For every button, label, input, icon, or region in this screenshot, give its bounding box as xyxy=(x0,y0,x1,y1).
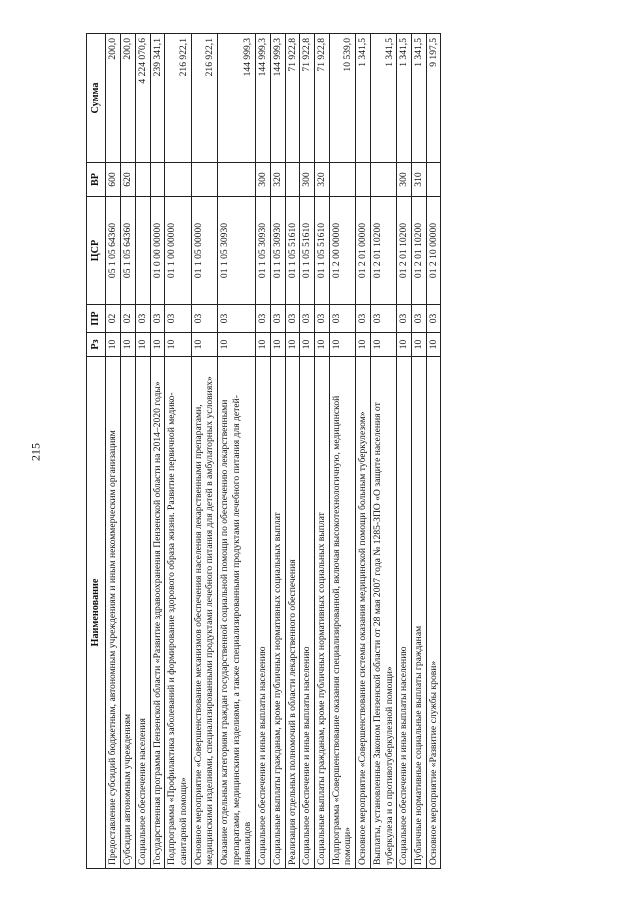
row-sum-cell: 144 999,3 xyxy=(218,34,256,163)
row-sum-cell: 71 922,8 xyxy=(300,34,315,163)
table-row xyxy=(165,34,191,869)
table-row xyxy=(370,34,396,869)
row-vr-cell: 310 xyxy=(411,163,426,197)
row-pr-cell: 03 xyxy=(411,305,426,333)
row-pr-cell: 03 xyxy=(356,305,371,333)
table-row xyxy=(314,34,329,869)
table-row xyxy=(397,34,412,869)
row-rz-cell: 10 xyxy=(135,333,150,357)
row-rz-cell: 10 xyxy=(300,333,315,357)
table-row xyxy=(256,34,271,869)
row-vr-cell xyxy=(329,163,355,197)
row-name-cell: Социальное обеспечение и иные выплаты населению xyxy=(397,357,412,869)
table-row xyxy=(300,34,315,869)
column-header-csr: ЦСР xyxy=(87,197,106,305)
row-rz-cell: 10 xyxy=(191,333,217,357)
row-pr-cell: 03 xyxy=(270,305,285,333)
row-csr-cell: 01 2 01 10200 xyxy=(397,197,412,305)
row-name-cell: Социальное обеспечение и иные выплаты населению xyxy=(256,357,271,869)
column-header-vr: ВР xyxy=(87,163,106,197)
row-csr-cell: 01 1 05 51610 xyxy=(300,197,315,305)
row-name-cell: Основное мероприятие «Совершенствование механизмов обеспечения населения лекарственными препаратами, медицинскими изделиями, специализированными продуктами лечебного питания для детей в амбулаторных условиях» xyxy=(191,357,217,869)
table-row xyxy=(135,34,150,869)
row-rz-cell: 10 xyxy=(285,333,300,357)
column-header-rz: Рз xyxy=(87,333,106,357)
row-name-cell: Социальные выплаты гражданам, кроме публичных нормативных социальных выплат xyxy=(270,357,285,869)
row-name-cell: Основное мероприятие «Развитие службы крови» xyxy=(426,357,441,869)
row-sum-cell: 200,0 xyxy=(106,34,121,163)
row-pr-cell: 03 xyxy=(314,305,329,333)
row-sum-cell: 239 341,1 xyxy=(150,34,165,163)
row-vr-cell: 620 xyxy=(121,163,136,197)
table-row xyxy=(411,34,426,869)
row-csr-cell: 05 1 05 64360 xyxy=(106,197,121,305)
row-pr-cell: 03 xyxy=(285,305,300,333)
row-name-cell: Выплаты, установленные Законом Пензенской области от 28 мая 2007 года № 1285-ЗПО «О защите населения от туберкулеза и о противотуберкулезной помощи» xyxy=(370,357,396,869)
row-sum-cell: 10 539,0 xyxy=(329,34,355,163)
row-pr-cell: 03 xyxy=(165,305,191,333)
row-pr-cell: 02 xyxy=(106,305,121,333)
row-rz-cell: 10 xyxy=(106,333,121,357)
row-sum-cell: 71 922,8 xyxy=(314,34,329,163)
row-csr-cell: 01 1 05 51610 xyxy=(285,197,300,305)
row-pr-cell: 03 xyxy=(300,305,315,333)
row-name-cell: Государственная программа Пензенской области «Развитие здравоохранения Пензенской области на 2014–2020 годы» xyxy=(150,357,165,869)
row-pr-cell: 03 xyxy=(135,305,150,333)
row-vr-cell: 320 xyxy=(314,163,329,197)
row-csr-cell: 01 2 01 10200 xyxy=(370,197,396,305)
column-header-pr: ПР xyxy=(87,305,106,333)
row-csr-cell: 01 2 10 00000 xyxy=(426,197,441,305)
row-vr-cell: 300 xyxy=(397,163,412,197)
row-sum-cell: 200,0 xyxy=(121,34,136,163)
row-sum-cell: 1 341,5 xyxy=(356,34,371,163)
row-csr-cell: 05 1 05 64360 xyxy=(121,197,136,305)
rotated-page-content xyxy=(86,34,536,869)
row-vr-cell xyxy=(218,163,256,197)
row-pr-cell: 03 xyxy=(370,305,396,333)
row-name-cell: Реализация отдельных полномочий в области лекарственного обеспечения xyxy=(285,357,300,869)
row-rz-cell: 10 xyxy=(256,333,271,357)
row-rz-cell: 10 xyxy=(150,333,165,357)
row-csr-cell: 01 0 00 00000 xyxy=(150,197,165,305)
budget-table xyxy=(86,33,441,869)
row-rz-cell: 10 xyxy=(314,333,329,357)
row-pr-cell: 03 xyxy=(191,305,217,333)
row-pr-cell: 03 xyxy=(218,305,256,333)
row-name-cell: Субсидии автономным учреждениям xyxy=(121,357,136,869)
row-vr-cell xyxy=(165,163,191,197)
table-row xyxy=(426,34,441,869)
table-header-row xyxy=(87,34,106,869)
row-pr-cell: 03 xyxy=(397,305,412,333)
row-csr-cell: 01 1 05 30930 xyxy=(256,197,271,305)
row-rz-cell: 10 xyxy=(121,333,136,357)
row-sum-cell: 1 341,5 xyxy=(411,34,426,163)
row-vr-cell xyxy=(135,163,150,197)
row-name-cell: Публичные нормативные социальные выплаты гражданам xyxy=(411,357,426,869)
row-csr-cell: 01 1 05 51610 xyxy=(314,197,329,305)
row-pr-cell: 03 xyxy=(150,305,165,333)
row-rz-cell: 10 xyxy=(165,333,191,357)
row-sum-cell: 144 999,3 xyxy=(256,34,271,163)
table-row xyxy=(106,34,121,869)
row-pr-cell: 03 xyxy=(426,305,441,333)
row-vr-cell: 300 xyxy=(300,163,315,197)
row-rz-cell: 10 xyxy=(426,333,441,357)
row-name-cell: Подпрограмма «Профилактика заболеваний и формирование здорового образа жизни. Развитие первичной медико-санитарной помощи» xyxy=(165,357,191,869)
row-csr-cell: 01 1 05 30930 xyxy=(270,197,285,305)
row-sum-cell: 4 224 070,6 xyxy=(135,34,150,163)
row-csr-cell: 01 1 00 00000 xyxy=(165,197,191,305)
row-name-cell: Подпрограмма «Совершенствование оказания специализированной, включая высокотехнологичную, медицинской помощи» xyxy=(329,357,355,869)
row-sum-cell: 1 341,5 xyxy=(370,34,396,163)
row-sum-cell: 9 197,5 xyxy=(426,34,441,163)
table-row xyxy=(285,34,300,869)
row-vr-cell xyxy=(150,163,165,197)
row-name-cell: Предоставление субсидий бюджетным, автономным учреждениям и иным некоммерческим организациям xyxy=(106,357,121,869)
row-vr-cell: 300 xyxy=(256,163,271,197)
column-header-sum: Сумма xyxy=(87,34,106,163)
row-rz-cell: 10 xyxy=(397,333,412,357)
row-rz-cell: 10 xyxy=(370,333,396,357)
page-number: 215 xyxy=(28,443,43,461)
row-name-cell: Социальное обеспечение и иные выплаты населению xyxy=(300,357,315,869)
row-vr-cell xyxy=(191,163,217,197)
table-row xyxy=(191,34,217,869)
row-rz-cell: 10 xyxy=(218,333,256,357)
row-name-cell: Социальное обеспечение населения xyxy=(135,357,150,869)
table-row xyxy=(218,34,256,869)
row-vr-cell: 320 xyxy=(270,163,285,197)
row-csr-cell: 01 2 01 10200 xyxy=(411,197,426,305)
row-csr-cell: 01 2 01 00000 xyxy=(356,197,371,305)
row-csr-cell: 01 2 00 00000 xyxy=(329,197,355,305)
row-rz-cell: 10 xyxy=(270,333,285,357)
row-name-cell: Основное мероприятие «Совершенствование системы оказания медицинской помощи больным туберкулезом» xyxy=(356,357,371,869)
column-header-name: Наименование xyxy=(87,357,106,869)
row-csr-cell xyxy=(135,197,150,305)
row-csr-cell: 01 1 05 00000 xyxy=(191,197,217,305)
row-rz-cell: 10 xyxy=(356,333,371,357)
table-row xyxy=(121,34,136,869)
row-name-cell: Оказание отдельным категориям граждан государственной социальной помощи по обеспечению лекарственными препаратами, медицинскими изделиями, а также специализированными продуктами лечебного питания для детей-инвалидов xyxy=(218,357,256,869)
row-vr-cell xyxy=(426,163,441,197)
table-row xyxy=(356,34,371,869)
row-vr-cell: 600 xyxy=(106,163,121,197)
row-pr-cell: 02 xyxy=(121,305,136,333)
row-sum-cell: 216 922,1 xyxy=(165,34,191,163)
row-vr-cell xyxy=(356,163,371,197)
row-vr-cell xyxy=(285,163,300,197)
row-rz-cell: 10 xyxy=(329,333,355,357)
table-row xyxy=(150,34,165,869)
row-pr-cell: 03 xyxy=(329,305,355,333)
row-sum-cell: 144 999,3 xyxy=(270,34,285,163)
row-vr-cell xyxy=(370,163,396,197)
row-sum-cell: 71 922,8 xyxy=(285,34,300,163)
row-rz-cell: 10 xyxy=(411,333,426,357)
table-row xyxy=(329,34,355,869)
row-pr-cell: 03 xyxy=(256,305,271,333)
table-row xyxy=(270,34,285,869)
row-name-cell: Социальные выплаты гражданам, кроме публичных нормативных социальных выплат xyxy=(314,357,329,869)
row-sum-cell: 216 922,1 xyxy=(191,34,217,163)
row-csr-cell: 01 1 05 30930 xyxy=(218,197,256,305)
row-sum-cell: 1 341,5 xyxy=(397,34,412,163)
